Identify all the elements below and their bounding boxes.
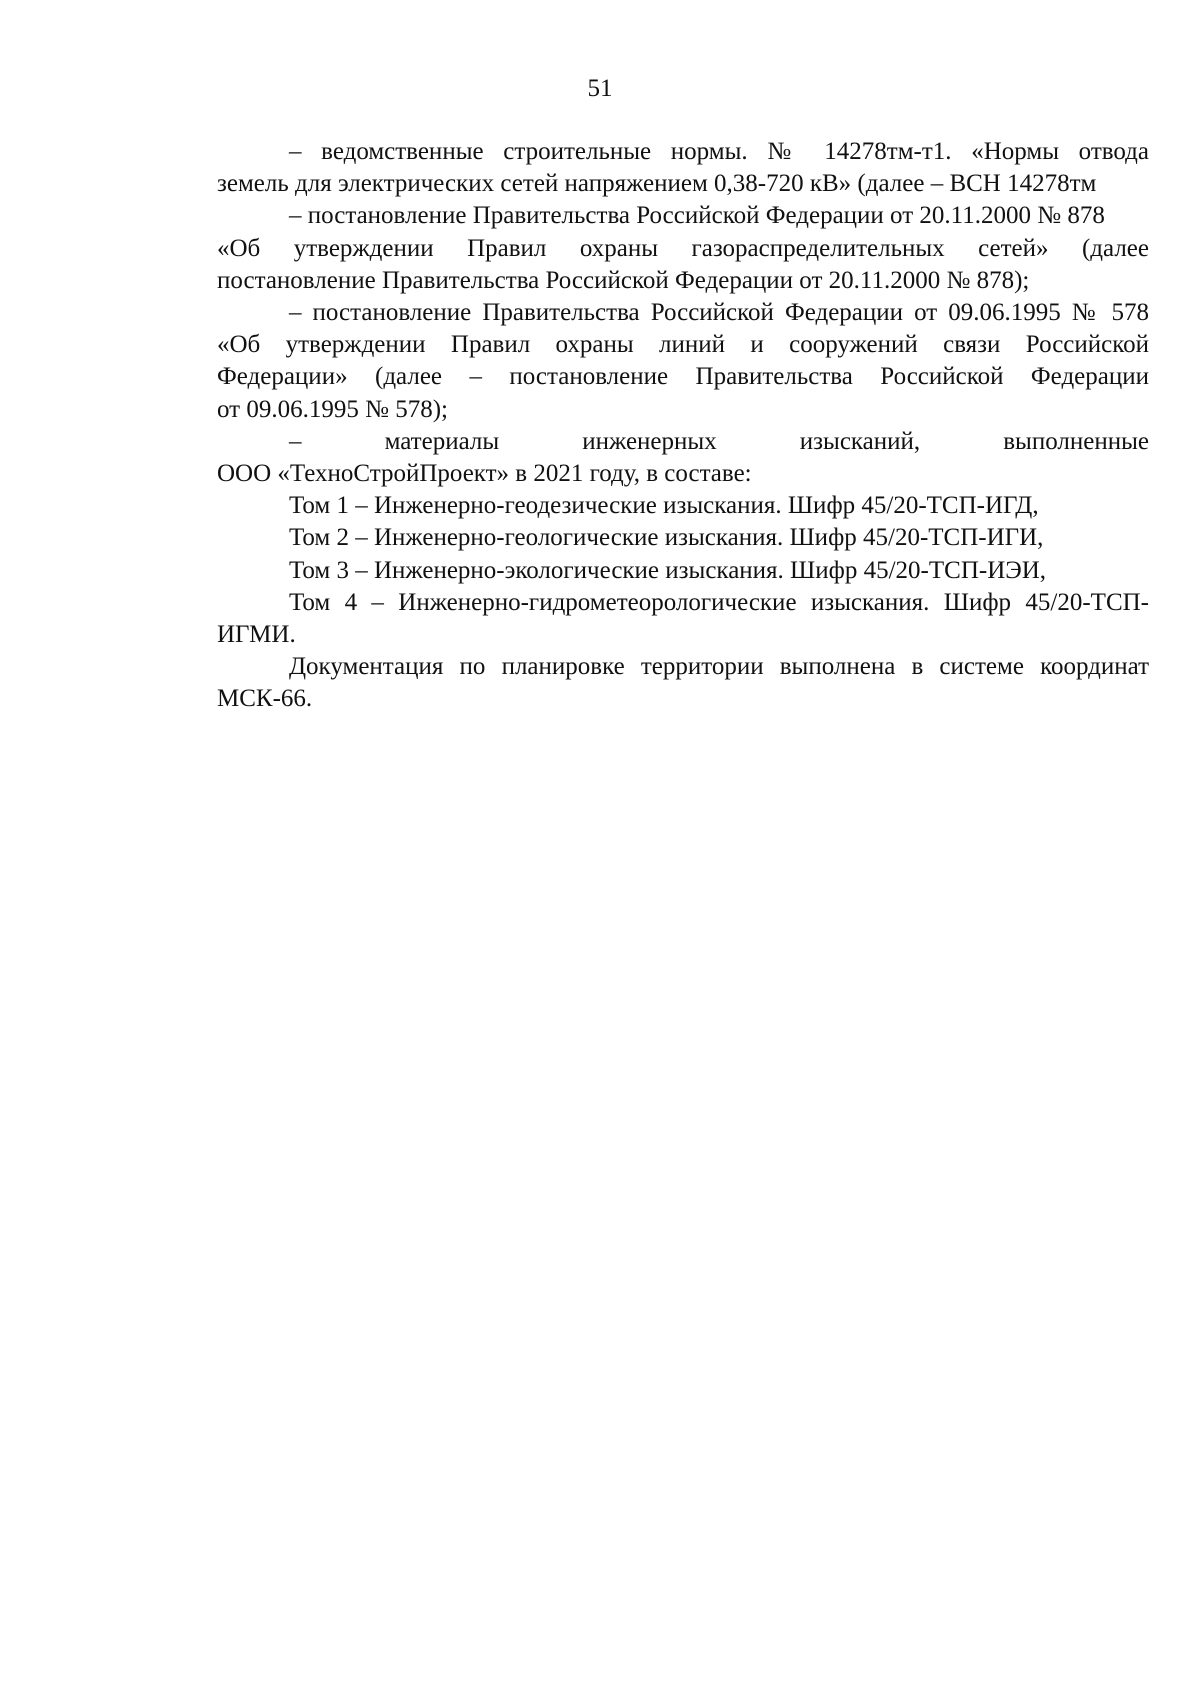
paragraph-volume-3 — [145, 555, 1149, 587]
text-line: «Об утверждении Правил охраны газораспределительных сетей» (далее — [217, 234, 1149, 262]
text-line: – материалы инженерных изысканий, выполненные — [289, 427, 1149, 455]
text-line: постановление Правительства Российской Федерации от 20.11.2000 № 878); — [217, 266, 1030, 294]
text-line: Том 1 – Инженерно-геодезические изыскания. Шифр 45/20-ТСП-ИГД, — [289, 492, 1039, 520]
paragraph-decree-578 — [145, 297, 1149, 426]
text-line: МСК-66. — [217, 685, 313, 713]
paragraph-survey-materials — [145, 426, 1149, 490]
paragraph-volume-1 — [145, 490, 1149, 522]
text-line: «Об утверждении Правил охраны линий и сооружений связи Российской — [217, 331, 1149, 359]
text-line: Том 3 – Инженерно-экологические изыскания. Шифр 45/20-ТСП-ИЭИ, — [289, 556, 1047, 584]
paragraph-vsn — [145, 136, 1149, 200]
text-line: Том 4 – Инженерно-гидрометеорологические изыскания. Шифр 45/20-ТСП- — [289, 588, 1149, 616]
paragraph-decree-878 — [145, 200, 1149, 297]
text-line: ИГМИ. — [217, 621, 296, 649]
paragraph-volume-4 — [145, 587, 1149, 651]
text-line: – постановление Правительства Российской Федерации от 20.11.2000 № 878 — [289, 202, 1105, 230]
text-line: от 09.06.1995 № 578); — [217, 395, 448, 423]
document-body — [145, 136, 1149, 716]
text-line: – ведомственные строительные нормы. № 14278тм-т1. «Нормы отвода — [289, 138, 1149, 165]
text-line: Документация по планировке территории выполнена в системе координат — [289, 653, 1149, 681]
paragraph-volume-2 — [145, 522, 1149, 554]
text-line: ООО «ТехноСтройПроект» в 2021 году, в составе: — [217, 460, 752, 488]
text-line: Федерации» (далее – постановление Правительства Российской Федерации — [217, 363, 1149, 391]
text-line: земель для электрических сетей напряжением 0,38-720 кВ» (далее – ВСН 14278тм — [217, 170, 1097, 198]
text-line: Том 2 – Инженерно-геологические изыскания. Шифр 45/20-ТСП-ИГИ, — [289, 524, 1044, 552]
page-number: 51 — [587, 75, 613, 102]
text-line: – постановление Правительства Российской Федерации от 09.06.1995 № 578 — [289, 299, 1149, 327]
paragraph-coordinate-system — [145, 651, 1149, 715]
